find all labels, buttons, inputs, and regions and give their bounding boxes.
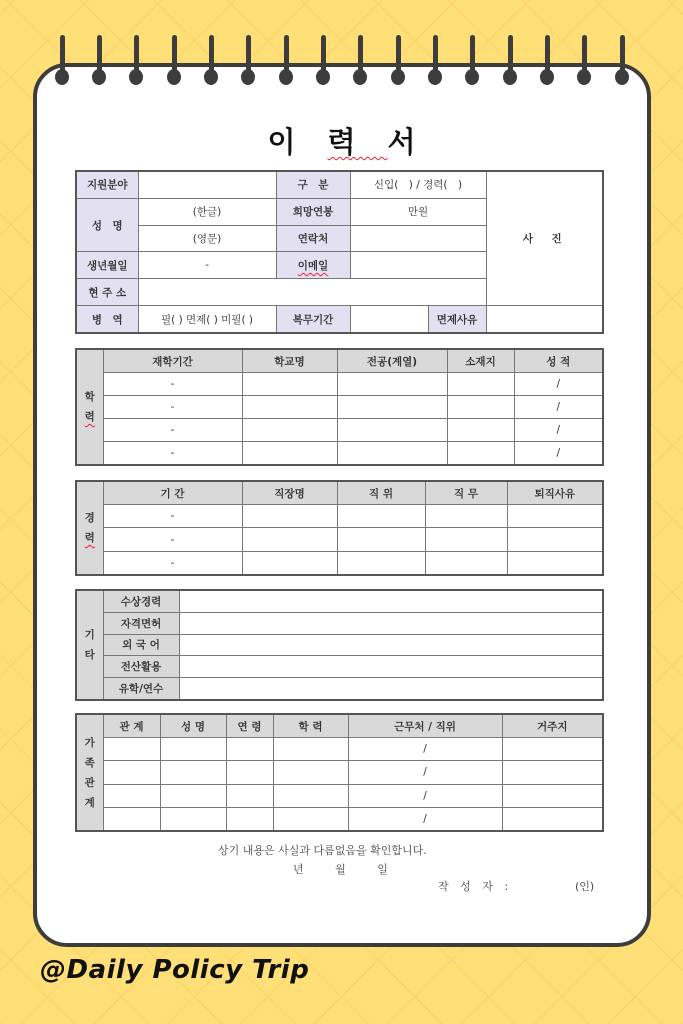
watermark: @Daily Policy Trip bbox=[40, 955, 310, 985]
table-row bbox=[76, 738, 603, 761]
email-label: 이메일 bbox=[297, 259, 329, 272]
column-header: 직 위 bbox=[337, 481, 425, 505]
study-abroad-label: 유학/연수 bbox=[103, 678, 179, 700]
period-cell[interactable]: - bbox=[103, 505, 242, 528]
relation-cell[interactable] bbox=[103, 761, 160, 784]
leave-reason-cell[interactable] bbox=[507, 505, 603, 528]
location-cell[interactable] bbox=[447, 373, 514, 396]
major-cell[interactable] bbox=[337, 395, 447, 418]
author-label: 작 성 자 : bbox=[438, 880, 513, 893]
family-side-label bbox=[76, 714, 103, 831]
military-input[interactable]: 필( ) 면제( ) 미필( ) bbox=[138, 306, 276, 333]
grade-cell[interactable]: / bbox=[514, 395, 603, 418]
side-char: 력 bbox=[84, 411, 95, 423]
table-row bbox=[76, 441, 603, 465]
column-header: 성 명 bbox=[160, 714, 226, 738]
family-table bbox=[75, 713, 604, 832]
company-cell[interactable] bbox=[242, 551, 337, 575]
age-cell[interactable] bbox=[226, 761, 273, 784]
languages-input[interactable] bbox=[179, 634, 603, 656]
service-period-label: 복무기간 bbox=[276, 306, 350, 333]
table-row bbox=[76, 784, 603, 807]
table-row bbox=[76, 551, 603, 575]
name-cell[interactable] bbox=[160, 784, 226, 807]
age-cell[interactable] bbox=[226, 807, 273, 831]
education-cell[interactable] bbox=[273, 761, 348, 784]
side-char: 관 bbox=[84, 776, 95, 789]
basic-info-table bbox=[75, 170, 604, 334]
residence-cell[interactable] bbox=[502, 807, 603, 831]
duty-cell[interactable] bbox=[425, 551, 507, 575]
period-cell[interactable]: - bbox=[103, 551, 242, 575]
major-cell[interactable] bbox=[337, 373, 447, 396]
position-cell[interactable] bbox=[337, 505, 425, 528]
licenses-label: 자격면허 bbox=[103, 612, 179, 634]
page-title bbox=[0, 120, 683, 161]
birth-input[interactable]: - bbox=[138, 252, 276, 279]
column-header: 전공(계열) bbox=[337, 349, 447, 373]
major-cell[interactable] bbox=[337, 441, 447, 465]
relation-cell[interactable] bbox=[103, 784, 160, 807]
column-header: 거주지 bbox=[502, 714, 603, 738]
title-char: 이 bbox=[267, 125, 328, 159]
relation-cell[interactable] bbox=[103, 807, 160, 831]
period-cell[interactable]: - bbox=[103, 373, 242, 396]
contact-input[interactable] bbox=[350, 225, 486, 252]
table-row bbox=[76, 505, 603, 528]
career-table bbox=[75, 480, 604, 576]
workplace-cell[interactable]: / bbox=[348, 807, 502, 831]
school-cell[interactable] bbox=[242, 441, 337, 465]
grade-cell[interactable]: / bbox=[514, 373, 603, 396]
table-row bbox=[76, 373, 603, 396]
year-label: 년 bbox=[293, 863, 304, 876]
column-header: 근무처 / 직위 bbox=[348, 714, 502, 738]
email-input[interactable] bbox=[350, 252, 486, 279]
education-cell[interactable] bbox=[273, 738, 348, 761]
side-char: 기 bbox=[84, 629, 95, 641]
side-char: 력 bbox=[84, 532, 95, 544]
grade-cell[interactable]: / bbox=[514, 418, 603, 441]
salary-label: 희망연봉 bbox=[276, 198, 350, 225]
languages-label: 외 국 어 bbox=[103, 634, 179, 656]
awards-label: 수상경력 bbox=[103, 590, 179, 612]
exemption-reason-label: 면제사유 bbox=[428, 306, 486, 333]
location-cell[interactable] bbox=[447, 418, 514, 441]
etc-side-label bbox=[76, 590, 103, 700]
side-char: 족 bbox=[84, 756, 95, 769]
education-cell[interactable] bbox=[273, 807, 348, 831]
name-korean-input[interactable]: (한글) bbox=[138, 198, 276, 225]
column-header: 관 계 bbox=[103, 714, 160, 738]
school-cell[interactable] bbox=[242, 418, 337, 441]
column-header: 학 력 bbox=[273, 714, 348, 738]
table-row bbox=[76, 807, 603, 831]
military-label: 병 역 bbox=[76, 306, 138, 333]
side-char: 가 bbox=[84, 736, 95, 749]
column-header: 성 적 bbox=[514, 349, 603, 373]
name-cell[interactable] bbox=[160, 738, 226, 761]
field-label: 지원분야 bbox=[76, 171, 138, 198]
table-row bbox=[76, 761, 603, 784]
major-cell[interactable] bbox=[337, 418, 447, 441]
etc-table bbox=[75, 589, 604, 701]
column-header: 연 령 bbox=[226, 714, 273, 738]
position-cell[interactable] bbox=[337, 551, 425, 575]
table-row bbox=[76, 528, 603, 551]
leave-reason-cell[interactable] bbox=[507, 528, 603, 551]
day-label: 일 bbox=[377, 863, 388, 876]
date-line bbox=[293, 861, 416, 877]
period-cell[interactable]: - bbox=[103, 528, 242, 551]
name-cell[interactable] bbox=[160, 761, 226, 784]
name-label: 성 명 bbox=[76, 198, 138, 252]
duty-cell[interactable] bbox=[425, 528, 507, 551]
column-header: 학교명 bbox=[242, 349, 337, 373]
contact-label: 연락처 bbox=[276, 225, 350, 252]
name-english-input[interactable]: (영문) bbox=[138, 225, 276, 252]
title-char: 력 bbox=[327, 125, 388, 159]
birth-label: 생년월일 bbox=[76, 252, 138, 279]
workplace-cell[interactable]: / bbox=[348, 738, 502, 761]
column-header: 재학기간 bbox=[103, 349, 242, 373]
company-cell[interactable] bbox=[242, 505, 337, 528]
title-char: 서 bbox=[387, 125, 416, 159]
side-char: 타 bbox=[84, 649, 95, 661]
category-input[interactable]: 신입( ) / 경력( ) bbox=[350, 171, 486, 198]
month-label: 월 bbox=[335, 863, 346, 876]
service-period-input[interactable] bbox=[350, 306, 428, 333]
address-input[interactable] bbox=[138, 279, 486, 306]
column-header: 직장명 bbox=[242, 481, 337, 505]
table-row bbox=[76, 395, 603, 418]
exemption-reason-input[interactable] bbox=[486, 306, 603, 333]
category-label: 구 분 bbox=[276, 171, 350, 198]
period-cell[interactable]: - bbox=[103, 418, 242, 441]
education-side-label bbox=[76, 349, 103, 465]
side-char: 경 bbox=[84, 512, 95, 524]
education-table bbox=[75, 348, 604, 466]
period-cell[interactable]: - bbox=[103, 441, 242, 465]
residence-cell[interactable] bbox=[502, 738, 603, 761]
column-header: 소재지 bbox=[447, 349, 514, 373]
age-cell[interactable] bbox=[226, 784, 273, 807]
location-cell[interactable] bbox=[447, 395, 514, 418]
field-input[interactable] bbox=[138, 171, 276, 198]
name-cell[interactable] bbox=[160, 807, 226, 831]
grade-cell[interactable]: / bbox=[514, 441, 603, 465]
period-cell[interactable]: - bbox=[103, 395, 242, 418]
age-cell[interactable] bbox=[226, 738, 273, 761]
residence-cell[interactable] bbox=[502, 761, 603, 784]
column-header: 직 무 bbox=[425, 481, 507, 505]
seal-label: (인) bbox=[575, 880, 595, 893]
side-char: 계 bbox=[84, 796, 95, 809]
relation-cell[interactable] bbox=[103, 738, 160, 761]
company-cell[interactable] bbox=[242, 528, 337, 551]
salary-input[interactable]: 만원 bbox=[350, 198, 486, 225]
location-cell[interactable] bbox=[447, 441, 514, 465]
awards-input[interactable] bbox=[179, 590, 603, 612]
workplace-cell[interactable]: / bbox=[348, 761, 502, 784]
school-cell[interactable] bbox=[242, 373, 337, 396]
position-cell[interactable] bbox=[337, 528, 425, 551]
side-char: 학 bbox=[84, 391, 95, 403]
licenses-input[interactable] bbox=[179, 612, 603, 634]
education-cell[interactable] bbox=[273, 784, 348, 807]
computer-skills-label: 전산활용 bbox=[103, 656, 179, 678]
workplace-cell[interactable]: / bbox=[348, 784, 502, 807]
study-abroad-input[interactable] bbox=[179, 678, 603, 700]
address-label: 현 주 소 bbox=[76, 279, 138, 306]
residence-cell[interactable] bbox=[502, 784, 603, 807]
column-header: 기 간 bbox=[103, 481, 242, 505]
career-side-label bbox=[76, 481, 103, 575]
confirmation-text: 상기 내용은 사실과 다름없음을 확인합니다. bbox=[218, 844, 427, 857]
duty-cell[interactable] bbox=[425, 505, 507, 528]
photo-box[interactable]: 사 진 bbox=[486, 171, 603, 306]
leave-reason-cell[interactable] bbox=[507, 551, 603, 575]
table-row bbox=[76, 418, 603, 441]
school-cell[interactable] bbox=[242, 395, 337, 418]
computer-skills-input[interactable] bbox=[179, 656, 603, 678]
column-header: 퇴직사유 bbox=[507, 481, 603, 505]
